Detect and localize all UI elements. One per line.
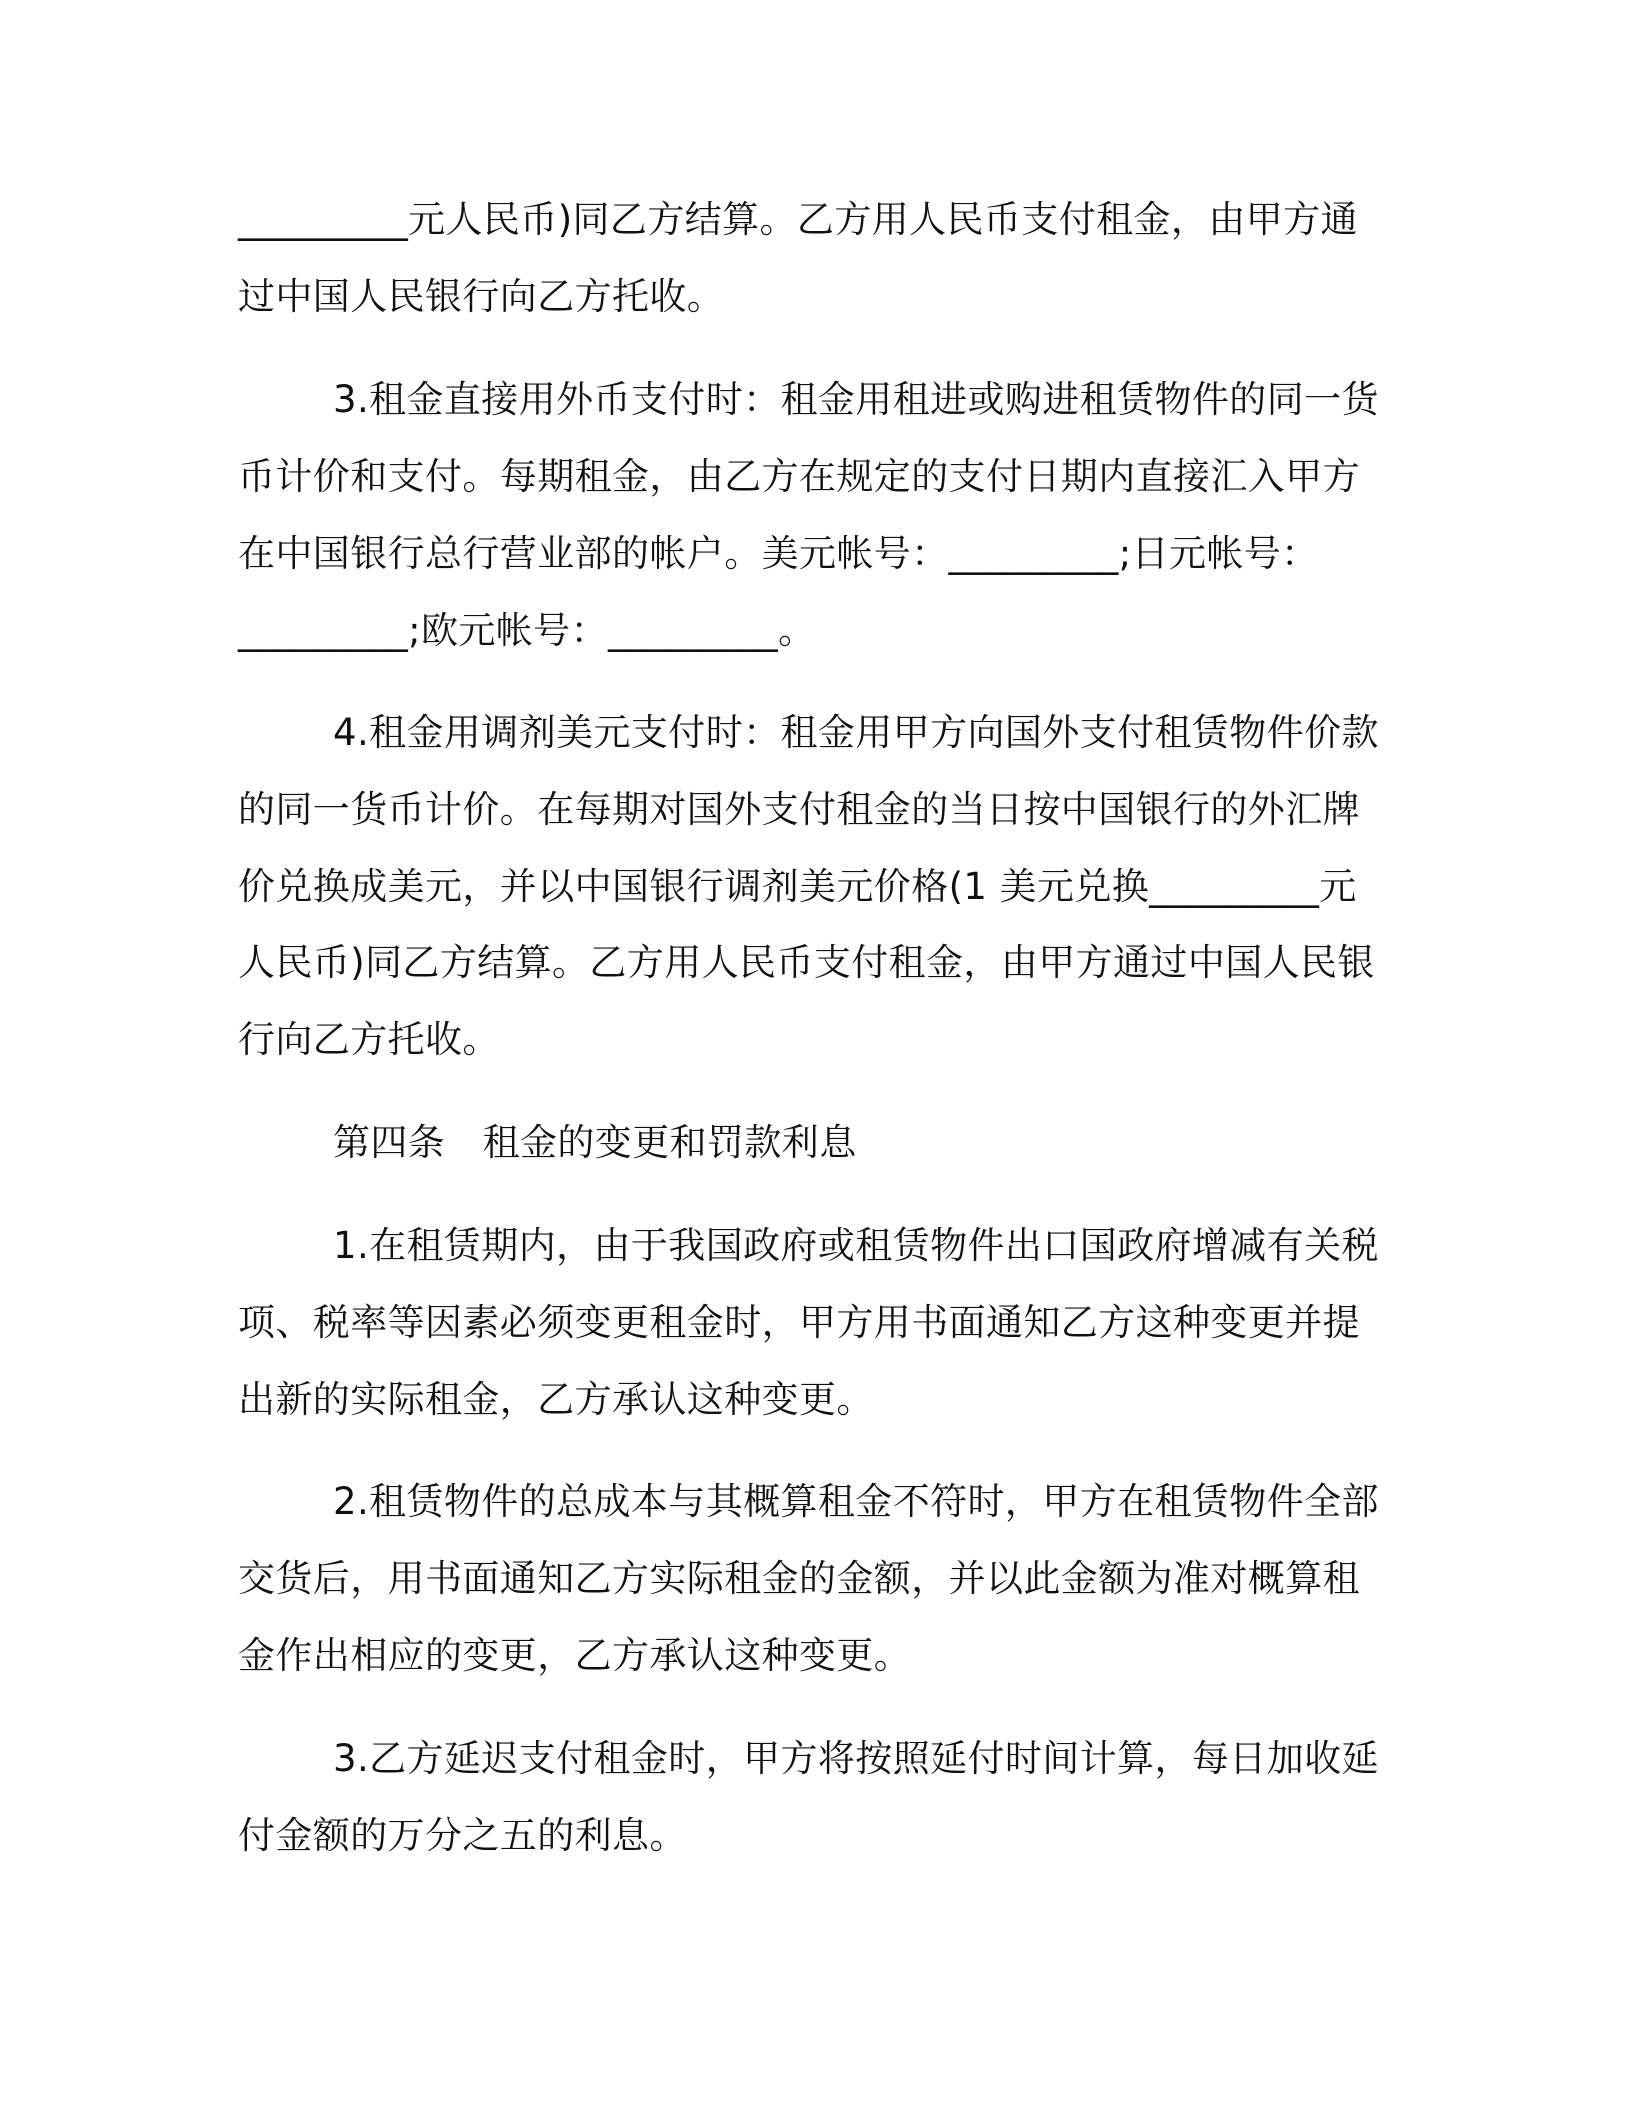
- paragraph-first-line: 2.租赁物件的总成本与其概算租金不符时，甲方在租赁物件全部: [333, 1480, 1379, 1523]
- section-heading: 第四条 租金的变更和罚款利息: [333, 1121, 857, 1164]
- text-line: 过中国人民银行向乙方托收。: [238, 275, 725, 318]
- paragraph-first-line: 1.在租赁期内，由于我国政府或租赁物件出口国政府增减有关税: [333, 1224, 1379, 1267]
- paragraph-first-line: 3.租金直接用外币支付时：租金用租进或购进租赁物件的同一货: [333, 378, 1379, 421]
- text-line: 项、税率等因素必须变更租金时，甲方用书面通知乙方这种变更并提: [238, 1301, 1360, 1344]
- text-line: 金作出相应的变更，乙方承认这种变更。: [238, 1634, 912, 1677]
- text-line: 币计价和支付。每期租金，由乙方在规定的支付日期内直接汇入甲方: [238, 455, 1360, 498]
- text-line: _________元人民币)同乙方结算。乙方用人民币支付租金，由甲方通: [238, 198, 1358, 241]
- text-line: 人民币)同乙方结算。乙方用人民币支付租金，由甲方通过中国人民银: [238, 941, 1375, 984]
- text-line: _________;欧元帐号：_________。: [238, 609, 816, 652]
- text-line: 行向乙方托收。: [238, 1018, 500, 1061]
- text-line: 价兑换成美元，并以中国银行调剂美元价格(1 美元兑换_________元: [238, 865, 1357, 908]
- text-line: 的同一货币计价。在每期对国外支付租金的当日按中国银行的外汇牌: [238, 788, 1360, 831]
- paragraph-first-line: 3.乙方延迟支付租金时，甲方将按照延付时间计算，每日加收延: [333, 1737, 1379, 1780]
- text-line: 出新的实际租金，乙方承认这种变更。: [238, 1378, 874, 1421]
- text-line: 交货后，用书面通知乙方实际租金的金额，并以此金额为准对概算租: [238, 1557, 1360, 1600]
- text-line: 在中国银行总行营业部的帐户。美元帐号：_________;日元帐号：: [238, 532, 1319, 575]
- paragraph-first-line: 4.租金用调剂美元支付时：租金用甲方向国外支付租赁物件价款: [333, 711, 1379, 754]
- text-line: 付金额的万分之五的利息。: [238, 1814, 687, 1857]
